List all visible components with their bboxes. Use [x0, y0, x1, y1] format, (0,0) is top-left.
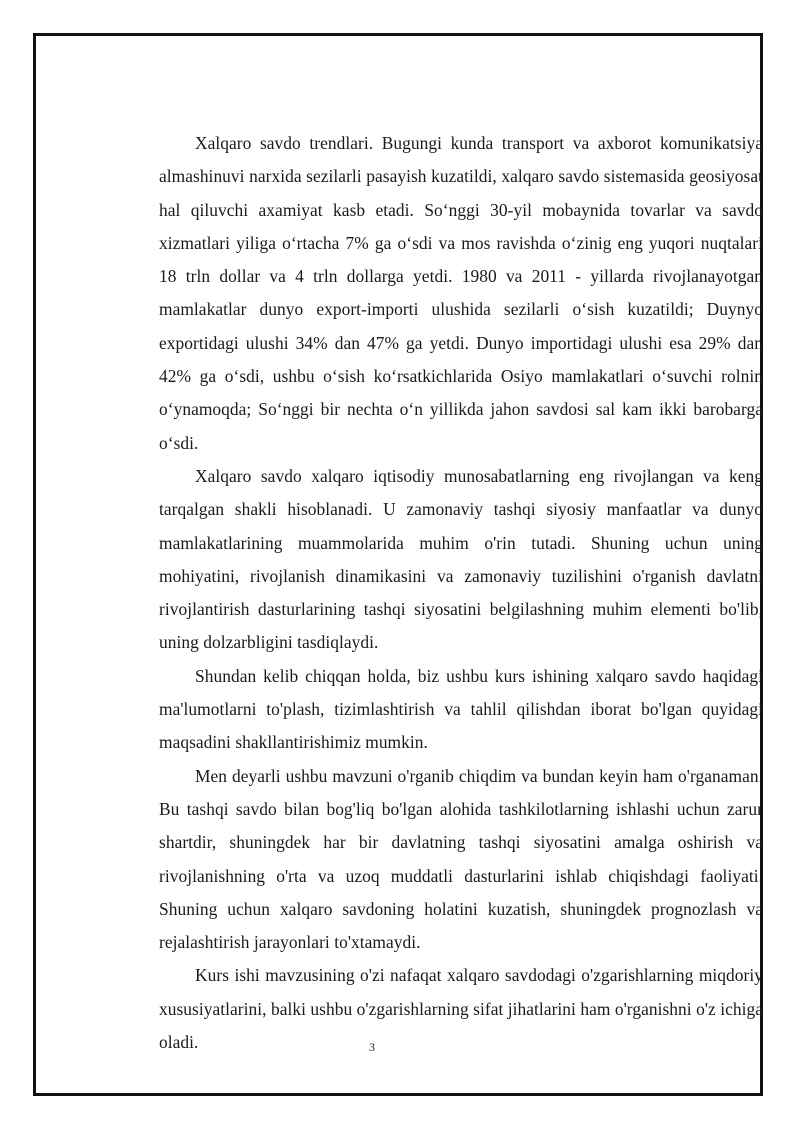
- paragraph-goal: Shundan kelib chiqqan holda, biz ushbu kurs ishining xalqaro savdo haqidagi ma'lumotlarni to'plash, tizimlashtirish va tahlil qilishdan iborat bo'lgan quyidagi maqsadini shakllantirishimiz mumkin.: [159, 665, 763, 753]
- paragraph-study: Men deyarli ushbu mavzuni o'rganib chiqdim va bundan keyin ham o'rganaman. Bu tashqi savdo bilan bog'liq bo'lgan alohida tashkilotlarning ishlashi uchun zarur shartdir, shuningdek har bir davlatning tashqi siyosatini amalga oshirish va rivojlanishning o'rta va uzoq muddatli dasturlarini ishlab chiqishdagi faoliyati. Shuning uchun xalqaro savdoning holatini kuzatish, shuningdek prognozlash va rejalashtirish jarayonlari to'xtamaydi.: [159, 765, 763, 953]
- paragraph-trends: Xalqaro savdo trendlari. Bugungi kunda transport va axborot komunikatsiya almashinuvi narxida sezilarli pasayish kuzatildi, xalqaro savdo sistemasida geosiyosat hal qiluvchi axamiyat kasb etadi. So‘nggi 30-yil mobaynida tovarlar va savdo xizmatlari yiliga o‘rtacha 7% ga o‘sdi va mos ravishda o‘zinig eng yuqori nuqtalari 18 trln dollar va 4 trln dollarga yetdi. 1980 va 2011 - yillarda rivojlanayotgan mamlakatlar dunyo export-importi ulushida sezilarli o‘sish kuzatildi; Duynyo exportidagi ulushi 34% dan 47% ga yetdi. Dunyo importidagi ulushi esa 29% dan 42% ga o‘sdi, ushbu o‘sish ko‘rsatkichlarida Osiyo mamlakatlari o‘suvchi rolnin o‘ynamoqda; So‘nggi bir nechta o‘n yillikda jahon savdosi sal kam ikki barobarga o‘sdi.: [159, 133, 763, 453]
- page-number: 3: [369, 1040, 375, 1054]
- paragraph-scope: Kurs ishi mavzusining o'zi nafaqat xalqaro savdodagi o'zgarishlarning miqdoriy xususiyatlarini, balki ushbu o'zgarishlarning sifat jihatlarini ham o'rganishni o'z ichiga oladi.: [159, 965, 763, 1053]
- page-border: [33, 33, 763, 1096]
- document-body: [159, 127, 763, 1059]
- paragraph-importance: Xalqaro savdo xalqaro iqtisodiy munosabatlarning eng rivojlangan va keng tarqalgan shakli hisoblanadi. U zamonaviy tashqi siyosiy manfaatlar va dunyo mamlakatlarining muammolarida muhim o'rin tutadi. Shuning uchun uning mohiyatini, rivojlanish dinamikasini va zamonaviy tuzilishini o'rganish davlatni rivojlantirish dasturlarining tashqi siyosatini belgilashning muhim elementi bo'lib, uning dolzarbligini tasdiqlaydi.: [159, 465, 763, 653]
